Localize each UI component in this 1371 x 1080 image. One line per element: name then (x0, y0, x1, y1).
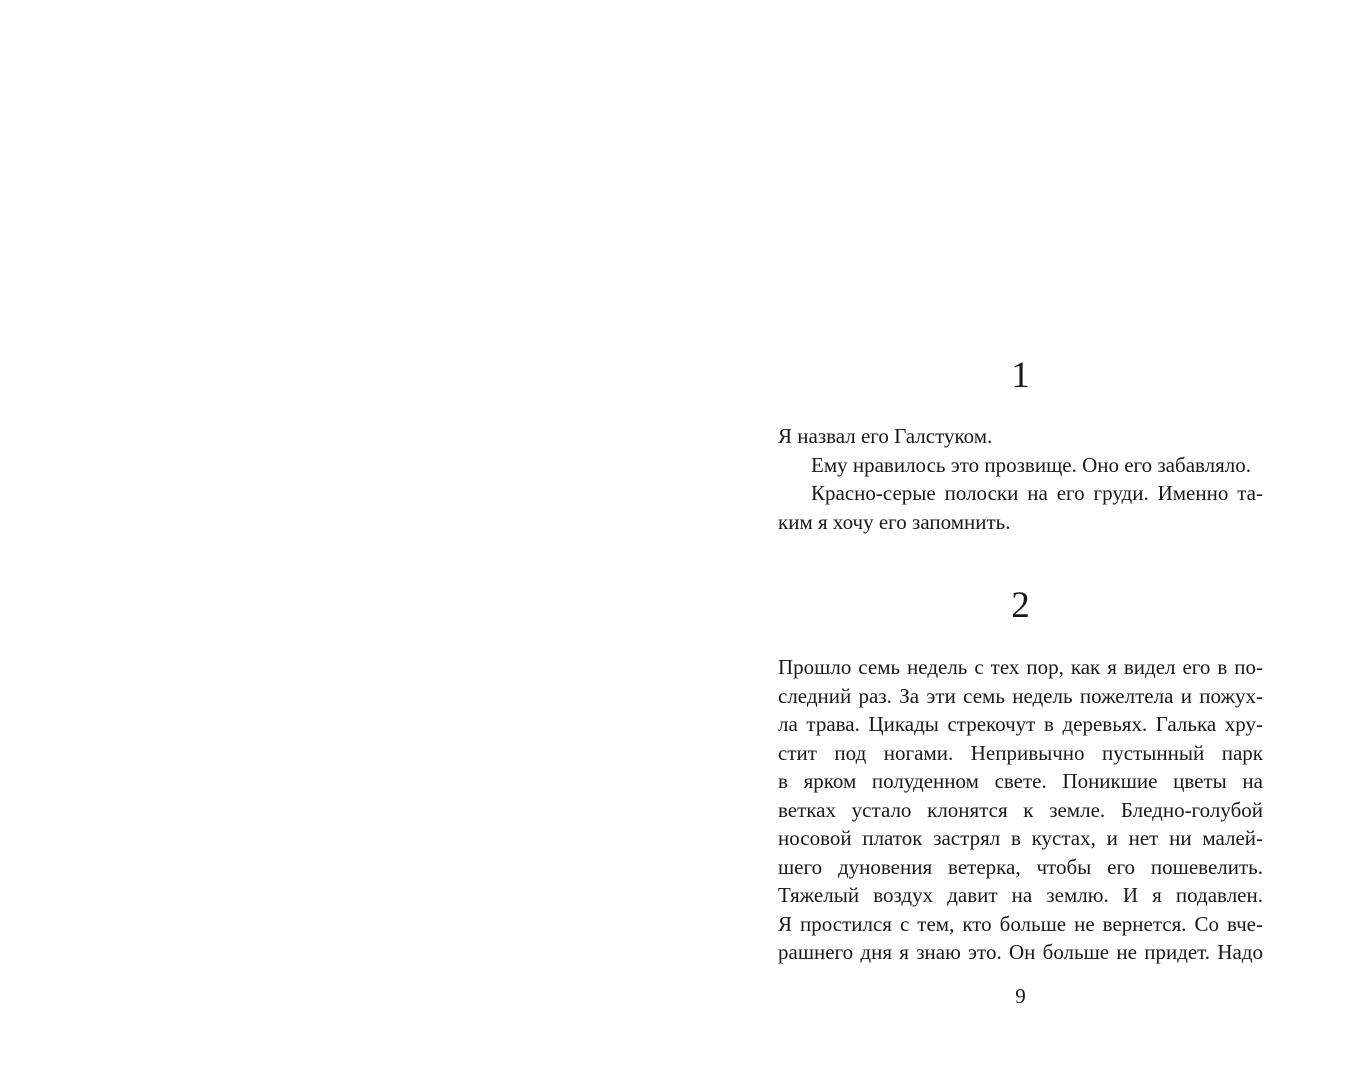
text-line: носовой платок застрял в кустах, и нет ни малей- (778, 826, 1263, 850)
text-line: Прошло семь недель с тех пор, как я видел его в по- (778, 655, 1263, 679)
text-line: Тяжелый воздух давит на землю. И я подавлен. (778, 883, 1263, 907)
left-page-blank (0, 0, 685, 1080)
text-line: ветках устало клонятся к земле. Бледно-голубой (778, 797, 1263, 822)
chapter-heading-1: 1 (1011, 355, 1030, 396)
text-line: следний раз. За эти семь недель пожелтела и пожух- (778, 683, 1263, 708)
text-line: Я назвал его Галстуком. (778, 424, 993, 448)
text-line: Я простился с тем, кто больше не вернется. Со вче- (778, 911, 1263, 936)
text-line: ла трава. Цикады стрекочут в деревьях. Галька хру- (778, 712, 1263, 736)
text-column (778, 0, 1263, 1080)
text-line: Красно-серые полоски на его груди. Именно та- (811, 481, 1263, 505)
section-1-text (778, 422, 1263, 536)
text-line: стит под ногами. Непривычно пустынный парк (778, 740, 1263, 765)
page-number: 9 (1015, 984, 1026, 1008)
text-line: Ему нравилось это прозвище. Оно его забавляло. (811, 452, 1252, 477)
text-line: шего дуновения ветерка, чтобы его пошевелить. (778, 854, 1263, 879)
text-line: в ярком полуденном свете. Поникшие цветы на (778, 769, 1263, 793)
text-line: ким я хочу его запомнить. (778, 509, 1011, 534)
section-2-text (778, 653, 1263, 967)
chapter-heading-2: 2 (1011, 585, 1030, 626)
text-line: рашнего дня я знаю это. Он больше не придет. Надо (778, 940, 1263, 964)
